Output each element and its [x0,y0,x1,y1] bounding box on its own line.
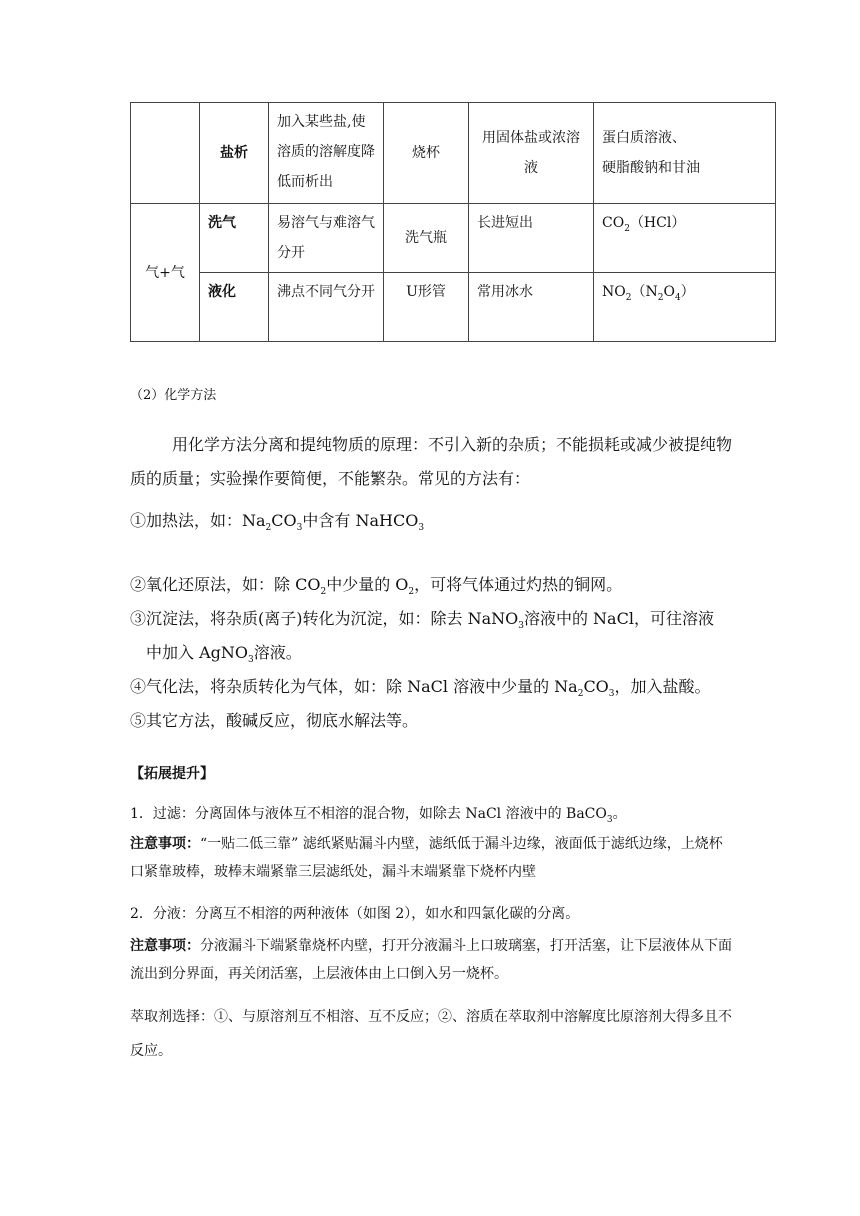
subscript: 2 [624,223,630,234]
principle-cell: 加入某些盐,使溶质的溶解度降低而析出 [269,103,384,204]
subscript: 2 [408,587,415,598]
apparatus-cell: U形管 [384,273,469,342]
text: 中少量的 O [326,575,409,594]
subscript: 2 [657,292,664,303]
method-item-1 [130,504,424,545]
text: ③沉淀法，将杂质(离子)转化为沉淀，如：除去 NaNO [130,609,519,628]
extractant-selection: 萃取剂选择：①、与原溶剂互不相溶、互不反应；②、溶质在萃取剂中溶解度比原溶剂大得多且不反应。 [130,1009,732,1059]
subscript: 2 [577,689,584,700]
text: 中加入 AgNO [146,643,249,662]
note-label: 注意事项： [130,836,200,852]
formula-text: （N [631,284,658,300]
extension-heading: 【拓展提升】 [130,766,214,782]
formula-text: （HCl） [629,215,686,231]
note-text: “一贴二低三靠” 滤纸紧贴漏斗内壁，滤纸低于漏斗边缘，液面低于滤纸边缘，上烧杯口紧靠玻棒，玻棒末端紧靠三层滤纸处，漏斗末端紧靠下烧杯内壁 [130,836,723,880]
text: ②氧化还原法，如：除 CO [130,575,321,594]
subscript: 3 [418,523,425,534]
subscript: 2 [320,587,327,598]
formula-text: ） [680,284,695,300]
formula-text: NO [602,284,626,300]
text: 。 [612,806,627,822]
note-text: 分液漏斗下端紧靠烧杯内壁，打开分液漏斗上口玻璃塞，打开活塞，让下层液体从下面流出到分界面，再关闭活塞，上层液体由上口倒入另一烧杯。 [130,938,732,982]
subscript: 2 [625,292,632,303]
note-label: 注意事项： [130,938,200,954]
note-cell: 长进短出 [469,204,594,273]
text: 溶液中的 NaCl，可往溶液 [523,609,714,628]
extension-item-1 [130,800,627,834]
subscript: 3 [248,655,254,666]
table-row [131,204,776,273]
note-cell: 常用冰水 [469,273,594,342]
subscript: 3 [606,814,613,825]
table-row [131,103,776,204]
extension-note-2 [130,932,736,988]
example-line-2: 硬脂酸钠和甘油 [602,160,700,176]
subscript: 2 [265,523,272,534]
subscript: 3 [296,523,303,534]
principle-cell: 易溶气与难溶气分开 [269,204,384,273]
apparatus-cell: 洗气瓶 [384,204,469,273]
extension-item-2: 2．分液：分离互不相溶的两种液体（如图 2），如水和四氯化碳的分离。 [130,906,580,922]
separation-methods-table [130,102,776,342]
text: 1．过滤：分离固体与液体互不相溶的混合物，如除去 NaCl 溶液中的 BaCO [130,806,607,822]
extension-note-1 [130,830,736,886]
intro-paragraph: 用化学方法分离和提纯物质的原理：不引入新的杂质；不能损耗或减少被提纯物质的质量；实验操作要简便，不能繁杂。常见的方法有： [130,435,733,488]
formula-text: CO [602,215,625,231]
table-cell-empty [131,103,200,204]
table-row [131,273,776,342]
apparatus-cell: 烧杯 [384,103,469,204]
method-cell: 液化 [200,273,269,342]
subscript: 4 [674,292,681,303]
example-cell [594,204,776,273]
section-heading: （2）化学方法 [130,388,217,403]
text: 溶液。 [253,643,302,662]
text: ④气化法，将杂质转化为气体，如：除 NaCl 溶液中少量的 Na [130,677,578,696]
subscript: 3 [518,621,524,632]
text: ①加热法，如：Na [130,511,266,530]
text: ，可将气体通过灼热的铜网。 [414,575,623,594]
example-cell [594,103,776,204]
example-line-1: 蛋白质溶液、 [602,130,686,146]
group-label-cell: 气+气 [131,204,200,342]
note-cell: 用固体盐或浓溶液 [469,103,594,204]
example-cell [594,273,776,342]
text: 中含有 NaHCO [302,511,419,530]
formula-text: O [663,284,675,300]
text: CO [583,677,609,696]
method-cell: 盐析 [200,103,269,204]
text: ，加入盐酸。 [614,677,711,696]
subscript: 3 [608,689,615,700]
method-cell: 洗气 [200,204,269,273]
principle-cell: 沸点不同气分开 [269,273,384,342]
method-item-5: ⑤其它方法，酸碱反应，彻底水解法等。 [130,711,419,730]
text: CO [271,511,297,530]
